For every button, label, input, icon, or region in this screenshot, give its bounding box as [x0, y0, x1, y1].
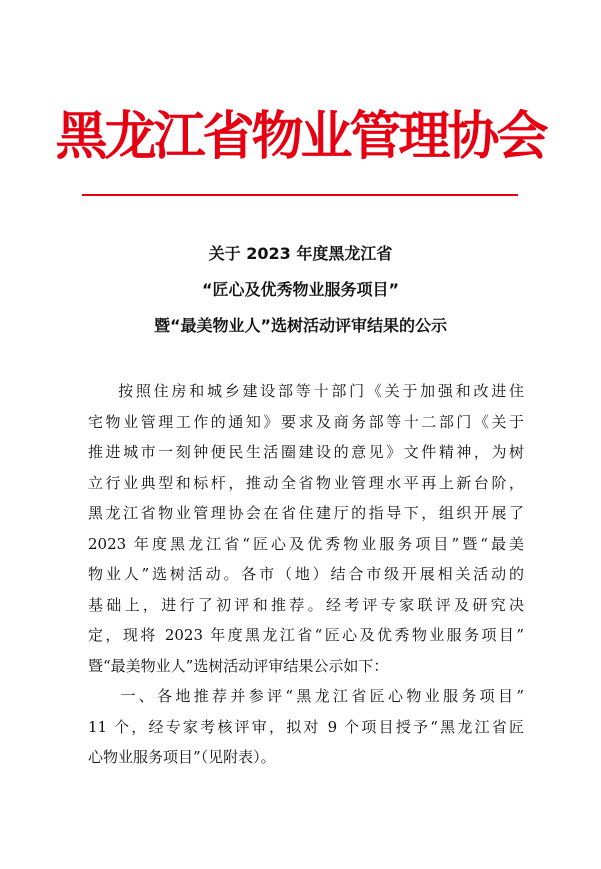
body-line: 暨“最美物业人”选树活动评审结果公示如下：: [88, 656, 389, 675]
body-line: 黑龙江省物业管理协会在省住建厅的指导下，组织开展了: [88, 504, 524, 522]
notice-title: [0, 236, 601, 344]
body-line: 心物业服务项目”（见附表）。: [88, 748, 276, 766]
notice-body: [88, 376, 524, 773]
body-line: 11 个，经专家考核评审，拟对 9 个项目授予“黑龙江省匠: [88, 717, 524, 736]
body-line: 按照住房和城乡建设部等十部门《关于加强和改进住: [88, 382, 524, 400]
body-line: 立行业典型和标杆，推动全省物业管理水平再上新台阶，: [88, 473, 524, 492]
body-line: 推进城市一刻钟便民生活圈建设的意见》文件精神，为树: [88, 443, 524, 461]
title-line-1: 关于 2023 年度黑龙江省: [208, 244, 393, 263]
title-line-2: “匠心及优秀物业服务项目”: [201, 280, 400, 299]
title-line-3: 暨“最美物业人”选树活动评审结果的公示: [153, 316, 448, 335]
body-line: 物业人”选树活动。各市（地）结合市级开展相关活动的: [88, 565, 524, 583]
body-line: 宅物业管理工作的通知》要求及商务部等十二部门《关于: [88, 412, 524, 431]
body-line: 基础上，进行了初评和推荐。经考评专家联评及研究决: [88, 595, 524, 614]
organization-masthead: 黑龙江省物业管理协会: [55, 106, 546, 167]
body-line: 2023 年度黑龙江省“匠心及优秀物业服务项目”暨“最美: [88, 534, 524, 553]
body-line: 一、各地推荐并参评“黑龙江省匠心物业服务项目”: [88, 687, 524, 705]
masthead-divider: [82, 194, 518, 196]
body-line: 定，现将 2023 年度黑龙江省“匠心及优秀物业服务项目”: [88, 626, 524, 644]
